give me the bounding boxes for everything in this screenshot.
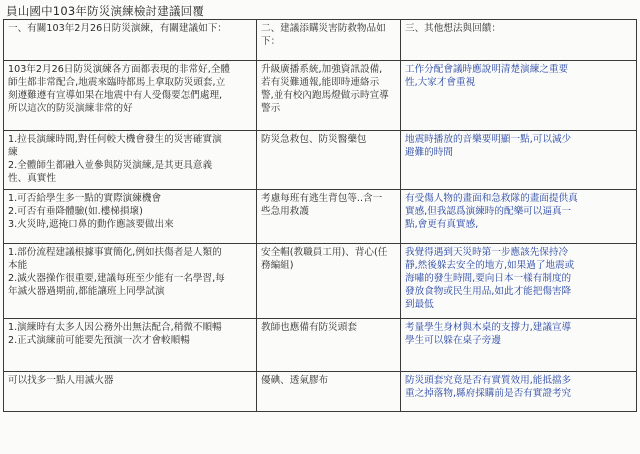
document-title: 員山國中103年防災演練檢討建議回覆 bbox=[6, 4, 205, 18]
table-row bbox=[4, 61, 637, 131]
feedback-cell: 有受傷人物的畫面和急救隊的畫面提供真 實感,但我認爲演練時的配樂可以逼真一 點,會更有真實感, bbox=[401, 189, 637, 243]
review-table bbox=[3, 19, 637, 412]
header-feedback: 三、其他想法與回饋： bbox=[401, 20, 637, 61]
suggestion-cell: 1.拉長演練時間,對任何較大機會發生的災害確實演 練 2.全體師生都融入並參與防災演練,是其更具意義 性、真實性 bbox=[4, 131, 257, 190]
header-row bbox=[4, 20, 637, 61]
feedback-cell: 我覺得遇到天災時第一步應該先保持冷 靜,然後躲去安全的地方,如果過了地震或 海嘯的發生時間,要向日本一樣有制度的 發放食物或民生用品,如此才能把傷害降 到最低 bbox=[401, 243, 637, 318]
supplies-cell: 升級廣播系統,加強資訊設備, 若有災難通報,能即時連絡示 警,並有校內跑馬燈做示時宣導 警示 bbox=[257, 61, 401, 131]
feedback-cell: 工作分配會議時應說明清楚演練之重要 性,大家才會重視 bbox=[401, 61, 637, 131]
feedback-cell: 地震時播放的音樂要明顯一點,可以減少 避難的時間 bbox=[401, 131, 637, 190]
suggestion-cell: 可以找多一點人用滅火器 bbox=[4, 371, 257, 411]
table-row bbox=[4, 189, 637, 243]
suggestion-cell: 1.部份流程建議根據事實簡化,例如扶傷者是人類的 本能 2.滅火器操作很重要,建議每班至少能有一名學習,每 年滅火器過期前,都能讓班上同學試演 bbox=[4, 243, 257, 318]
supplies-cell: 優碘、透氣膠布 bbox=[257, 371, 401, 411]
table-row bbox=[4, 371, 637, 411]
feedback-cell: 考量學生身材與木桌的支撐力,建議宣導 學生可以躲在桌子旁邊 bbox=[401, 318, 637, 371]
supplies-cell: 教師也應備有防災頭套 bbox=[257, 318, 401, 371]
table-row bbox=[4, 318, 637, 371]
table-row bbox=[4, 131, 637, 190]
suggestion-cell: 1.可否給學生多一點的實際演練機會 2.可否有垂降體驗(如.樓梯損壞) 3.火災時,遮掩口鼻的動作應該要做出來 bbox=[4, 189, 257, 243]
header-suggestions: 一、有關103年2月26日防災演練，有關建議如下： bbox=[4, 20, 257, 61]
supplies-cell: 防災急救包、防災醫藥包 bbox=[257, 131, 401, 190]
table-row bbox=[4, 243, 637, 318]
suggestion-cell: 1.演練時有太多人因公務外出無法配合,稍微不順暢 2.正式演練前可能要先預演一次才會較順暢 bbox=[4, 318, 257, 371]
header-supplies: 二、建議添購災害防救物品如下： bbox=[257, 20, 401, 61]
supplies-cell: 安全帽(教職員工用)、背心(任 務編組) bbox=[257, 243, 401, 318]
feedback-cell: 防災頭套究竟是否有實質效用,能抵擋多 重之掉落物,縣府採購前是否有實證考究 bbox=[401, 371, 637, 411]
suggestion-cell: 103年2月26日防災演練各方面都表現的非常好,全體 師生都非常配合,地震來臨時都馬上拿取防災頭套,立 刻遵難遵有宣導如果在地震中有人受傷要怎們處理, 所以這次的防災演練非常的好 bbox=[4, 61, 257, 131]
supplies-cell: 考慮每班有逃生背包等..含一 些急用救護 bbox=[257, 189, 401, 243]
